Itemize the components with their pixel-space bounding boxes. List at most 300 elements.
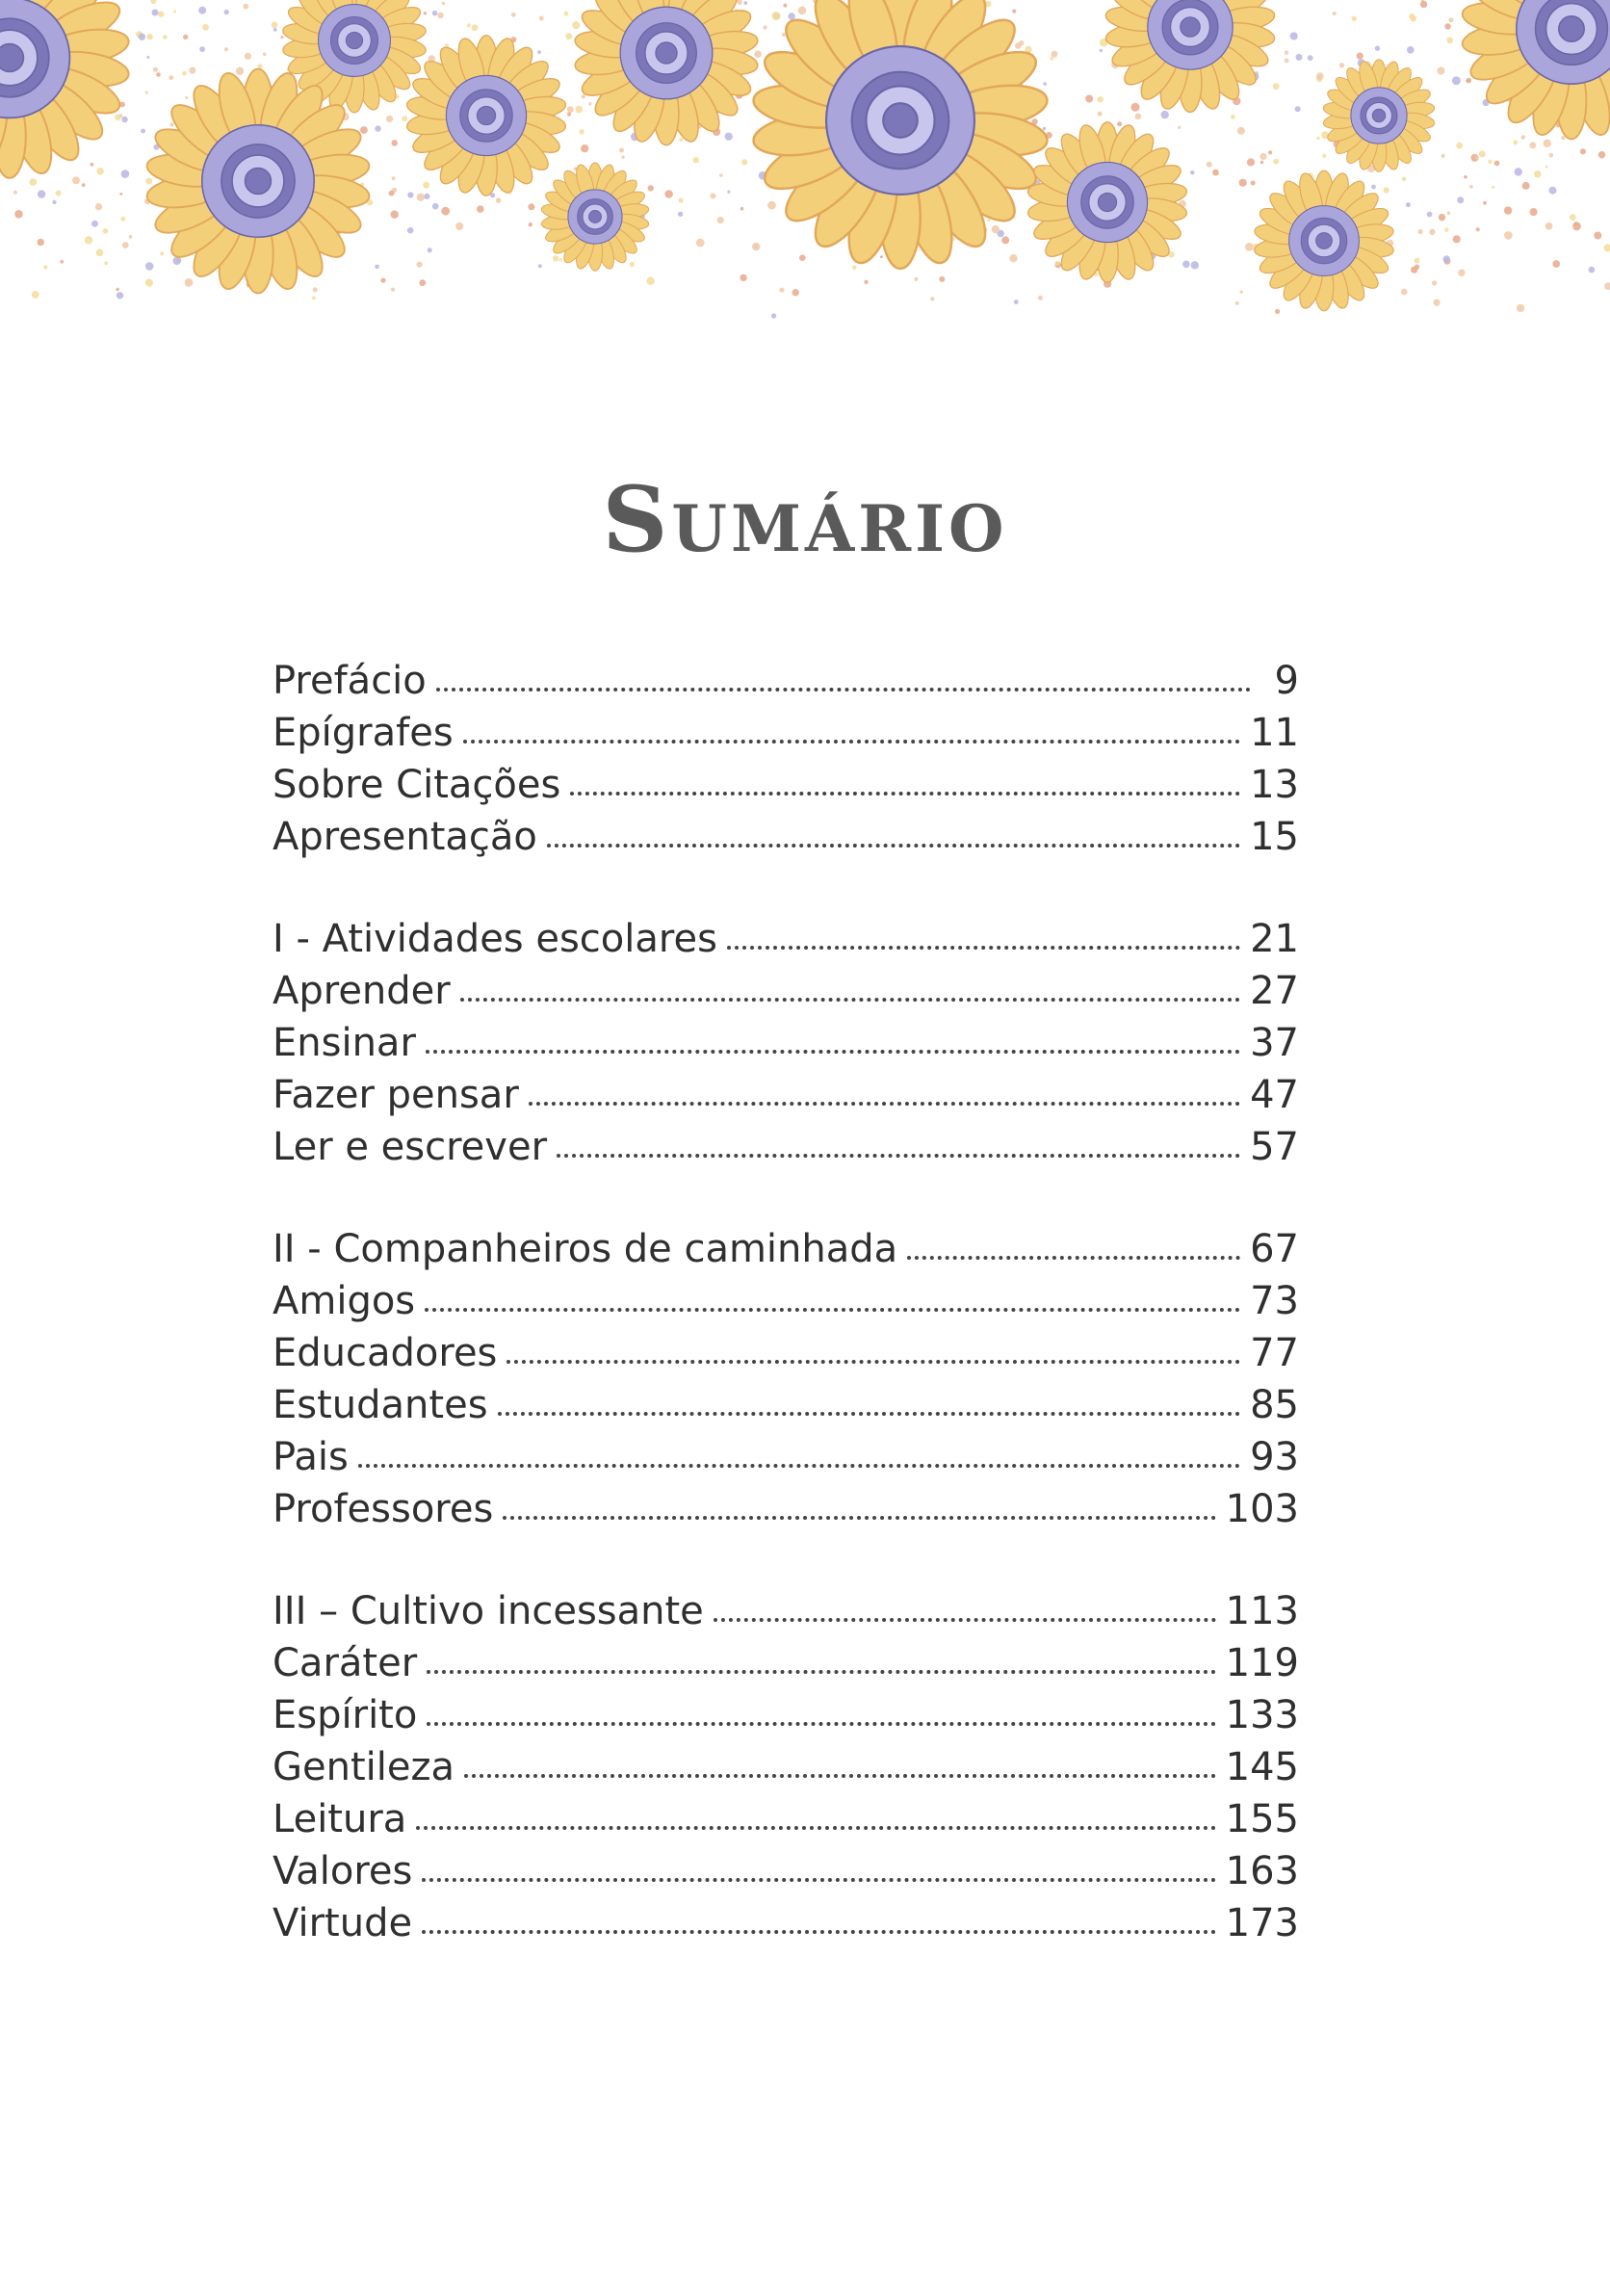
confetti-dot — [91, 221, 98, 227]
confetti-dot — [528, 203, 534, 210]
confetti-dot — [679, 138, 683, 142]
confetti-dot — [1273, 159, 1279, 165]
toc-entry-label: Pais — [273, 1435, 349, 1479]
confetti-dot — [1402, 177, 1407, 182]
confetti-dot — [1322, 154, 1326, 158]
confetti-dot — [56, 191, 62, 196]
confetti-dot — [511, 13, 516, 17]
confetti-dot — [417, 194, 425, 201]
toc-entry-page: 77 — [1250, 1331, 1299, 1375]
confetti-dot — [96, 249, 104, 257]
confetti-dot — [1295, 106, 1301, 112]
confetti-dot — [581, 144, 588, 152]
confetti-dot — [1549, 187, 1557, 195]
toc-entry — [273, 961, 1299, 1013]
confetti-dot — [792, 289, 799, 296]
toc-entry-label: Valores — [273, 1849, 413, 1893]
confetti-dot — [1352, 16, 1357, 21]
toc-entry-page: 11 — [1250, 711, 1299, 755]
toc-leader-dots — [506, 1360, 1240, 1364]
confetti-dot — [1453, 235, 1461, 243]
toc-entry-page: 119 — [1225, 1641, 1299, 1685]
confetti-dot — [1117, 121, 1122, 126]
confetti-dot — [173, 11, 176, 13]
toc-entry-label: Gentileza — [273, 1745, 454, 1789]
confetti-dot — [375, 125, 380, 131]
confetti-dot — [424, 194, 429, 199]
confetti-dot — [646, 277, 654, 285]
confetti-dot — [392, 176, 396, 180]
confetti-dot — [1409, 13, 1415, 19]
sunflower — [751, 0, 1051, 269]
confetti-dot — [121, 170, 130, 178]
confetti-dot — [1479, 150, 1486, 157]
confetti-dot — [717, 217, 724, 223]
confetti-dot — [1446, 38, 1453, 44]
toc-entry-label: Educadores — [273, 1331, 498, 1375]
toc-leader-dots — [422, 1878, 1215, 1882]
sunflower — [0, 0, 131, 178]
toc-leader-dots — [358, 1464, 1240, 1468]
confetti-dot — [141, 129, 145, 134]
toc-entry-label: Espírito — [273, 1693, 418, 1737]
confetti-dot — [1191, 261, 1199, 269]
toc-leader-dots — [425, 1308, 1240, 1312]
confetti-dot — [419, 279, 426, 286]
confetti-dot — [1268, 150, 1272, 154]
confetti-dot — [1488, 160, 1492, 164]
confetti-dot — [767, 201, 776, 210]
toc-entry — [273, 1117, 1299, 1169]
toc-entry-label: Professores — [273, 1487, 494, 1531]
confetti-dot — [1483, 201, 1487, 205]
confetti-dot — [1545, 222, 1553, 230]
toc-leader-dots — [727, 946, 1240, 950]
confetti-dot — [763, 25, 766, 29]
toc-entry — [273, 1685, 1299, 1737]
toc-entry-page: 47 — [1250, 1073, 1299, 1117]
confetti-dot — [679, 197, 684, 202]
toc-entry-label: Leitura — [273, 1797, 407, 1841]
confetti-dot — [1561, 136, 1565, 140]
confetti-dot — [169, 75, 173, 80]
confetti-dot — [245, 53, 251, 60]
confetti-dot — [1598, 151, 1605, 158]
confetti-dot — [183, 35, 188, 39]
toc-leader-dots — [529, 1102, 1240, 1106]
confetti-dot — [95, 203, 102, 210]
confetti-dot — [1545, 166, 1548, 169]
confetti-dot — [939, 276, 945, 282]
confetti-dot — [1475, 156, 1479, 160]
confetti-dot — [619, 148, 624, 153]
confetti-dot — [1466, 79, 1469, 83]
confetti-dot — [158, 12, 164, 17]
toc-entry — [273, 1479, 1299, 1531]
confetti-dot — [1517, 304, 1524, 312]
confetti-dot — [1371, 185, 1376, 190]
confetti-dot — [1549, 153, 1554, 158]
toc-entry-page: 9 — [1274, 659, 1299, 703]
confetti-dot — [120, 217, 125, 222]
sunflower-banner — [0, 0, 1610, 327]
confetti-dot — [391, 140, 398, 146]
confetti-dot — [91, 163, 94, 167]
confetti-dot — [1212, 170, 1219, 176]
toc-entry-page: 155 — [1225, 1797, 1299, 1841]
toc-entry — [273, 1271, 1299, 1323]
confetti-dot — [1457, 196, 1464, 203]
confetti-dot — [1237, 127, 1245, 135]
toc-entry — [273, 755, 1299, 807]
sunflower — [1322, 60, 1436, 171]
confetti-dot — [1401, 289, 1408, 296]
confetti-dot — [52, 200, 56, 204]
confetti-dot — [1339, 63, 1344, 67]
confetti-dot — [391, 288, 395, 292]
confetti-dot — [1098, 96, 1104, 102]
confetti-dot — [1043, 127, 1046, 130]
toc-entry-label: Caráter — [273, 1641, 418, 1685]
confetti-dot — [116, 288, 119, 292]
confetti-dot — [202, 24, 209, 31]
confetti-dot — [565, 33, 572, 39]
toc-entry-label: II - Companheiros de caminhada — [273, 1227, 898, 1271]
confetti-dot — [537, 50, 541, 54]
toc-leader-dots — [714, 1618, 1216, 1622]
confetti-dot — [783, 4, 787, 8]
toc-entry — [273, 1789, 1299, 1841]
confetti-dot — [263, 52, 267, 56]
toc-group — [273, 909, 1299, 1169]
confetti-dot — [182, 71, 187, 76]
confetti-dot — [437, 13, 443, 18]
confetti-dot — [725, 133, 733, 141]
confetti-dot — [1014, 300, 1019, 304]
confetti-dot — [1521, 135, 1526, 140]
confetti-dot — [146, 34, 152, 39]
confetti-dot — [375, 265, 379, 270]
confetti-dot — [1100, 49, 1103, 52]
toc-entry — [273, 1841, 1299, 1893]
confetti-dot — [1050, 57, 1053, 61]
toc-leader-dots — [422, 1930, 1216, 1934]
confetti-dot — [1415, 258, 1420, 264]
toc-entry — [273, 651, 1299, 703]
confetti-dot — [119, 114, 123, 117]
confetti-dot — [1411, 267, 1417, 274]
confetti-dot — [121, 117, 127, 122]
toc-entry-label: Apresentação — [273, 815, 537, 859]
confetti-dot — [621, 156, 624, 159]
toc-entry — [273, 909, 1299, 961]
confetti-dot — [1494, 161, 1500, 167]
toc-entry — [273, 1581, 1299, 1633]
toc-leader-dots — [427, 1670, 1216, 1674]
confetti-dot — [880, 255, 883, 258]
confetti-dot — [455, 222, 463, 230]
confetti-dot — [987, 219, 990, 222]
sunflower — [1104, 0, 1276, 112]
confetti-dot — [740, 207, 744, 211]
toc-leader-dots — [498, 1412, 1241, 1416]
toc-entry-label: Ensinar — [273, 1021, 416, 1065]
confetti-dot — [779, 288, 784, 293]
confetti-dot — [588, 102, 591, 105]
confetti-dot — [32, 291, 39, 299]
confetti-dot — [423, 182, 429, 189]
confetti-dot — [1239, 179, 1247, 187]
confetti-dot — [1085, 95, 1093, 103]
confetti-dot — [236, 67, 244, 75]
confetti-dot — [1604, 282, 1610, 290]
confetti-dot — [743, 1, 747, 5]
toc-leader-dots — [427, 1722, 1215, 1726]
confetti-dot — [1240, 290, 1243, 293]
toc-entry-label: Amigos — [273, 1279, 416, 1323]
confetti-dot — [1515, 168, 1522, 175]
confetti-dot — [96, 168, 104, 175]
toc-entry-page: 27 — [1250, 969, 1299, 1013]
toc-entry-label: Aprender — [273, 969, 451, 1013]
confetti-dot — [273, 28, 277, 32]
confetti-dot — [1161, 111, 1169, 118]
confetti-dot — [1260, 161, 1264, 165]
confetti-dot — [313, 287, 318, 292]
table-of-contents — [273, 651, 1299, 1996]
confetti-dot — [799, 254, 806, 261]
confetti-dot — [1439, 214, 1445, 221]
confetti-dot — [472, 24, 479, 31]
toc-entry-page: 145 — [1225, 1745, 1299, 1789]
confetti-dot — [930, 297, 934, 300]
confetti-dot — [103, 228, 109, 234]
confetti-dot — [129, 235, 133, 239]
confetti-dot — [1316, 72, 1324, 80]
confetti-dot — [407, 227, 414, 234]
confetti-dot — [407, 192, 413, 197]
confetti-dot — [1552, 260, 1560, 268]
confetti-dot — [1427, 212, 1433, 218]
confetti-dot — [1452, 76, 1461, 85]
confetti-dot — [1434, 300, 1441, 306]
confetti-dot — [145, 91, 148, 93]
confetti-dot — [1456, 143, 1463, 149]
confetti-dot — [13, 191, 17, 195]
confetti-dot — [1458, 270, 1465, 276]
confetti-dot — [754, 50, 762, 58]
confetti-dot — [539, 16, 544, 21]
toc-entry-label: Ler e escrever — [273, 1125, 548, 1169]
confetti-dot — [752, 243, 760, 250]
confetti-dot — [104, 261, 108, 265]
confetti-dot — [1444, 228, 1448, 232]
confetti-dot — [648, 185, 654, 191]
confetti-dot — [1407, 46, 1415, 54]
confetti-dot — [1135, 114, 1142, 120]
confetti-dot — [1447, 212, 1451, 216]
confetti-dot — [1182, 261, 1190, 269]
toc-entry — [273, 1065, 1299, 1117]
confetti-dot — [189, 67, 195, 74]
confetti-dot — [1009, 254, 1017, 262]
confetti-dot — [582, 94, 585, 98]
confetti-dot — [145, 279, 153, 287]
confetti-dot — [711, 193, 716, 198]
confetti-dot — [272, 21, 278, 28]
toc-entry-page: 173 — [1225, 1901, 1299, 1945]
toc-entry-page: 85 — [1250, 1383, 1299, 1427]
confetti-dot — [467, 23, 471, 27]
confetti-dot — [163, 35, 168, 39]
toc-entry-page: 103 — [1225, 1487, 1299, 1531]
sunflower — [1026, 122, 1188, 282]
toc-entry-page: 73 — [1250, 1279, 1299, 1323]
confetti-dot — [575, 106, 583, 114]
toc-entry — [273, 1375, 1299, 1427]
confetti-dot — [798, 7, 807, 15]
sunflower — [573, 0, 759, 145]
confetti-dot — [564, 12, 569, 16]
toc-entry — [273, 807, 1299, 859]
toc-entry-page: 21 — [1250, 917, 1299, 961]
toc-entry-label: Estudantes — [273, 1383, 488, 1427]
toc-entry-label: Virtude — [273, 1901, 413, 1945]
confetti-dot — [1052, 51, 1058, 58]
confetti-dot — [788, 13, 794, 19]
confetti-dot — [1178, 126, 1181, 129]
confetti-dot — [198, 7, 206, 14]
confetti-dot — [1247, 158, 1255, 166]
confetti-dot — [117, 292, 123, 299]
confetti-dot — [389, 191, 395, 196]
confetti-dot — [1001, 236, 1009, 244]
confetti-dot — [1251, 181, 1256, 186]
confetti-dot — [496, 197, 502, 203]
confetti-dot — [169, 122, 173, 126]
confetti-dot — [1308, 55, 1313, 61]
confetti-dot — [122, 242, 129, 248]
confetti-dot — [1275, 309, 1280, 314]
sunflower-icon — [0, 0, 1610, 327]
confetti-dot — [432, 203, 439, 210]
confetti-dot — [380, 278, 385, 283]
confetti-dot — [224, 10, 229, 14]
confetti-dot — [1098, 112, 1103, 117]
confetti-dot — [1530, 208, 1538, 216]
confetti-dot — [477, 205, 484, 213]
sunflower — [1461, 0, 1610, 139]
toc-entry-page: 13 — [1250, 763, 1299, 807]
toc-entry-label: Prefácio — [273, 659, 427, 703]
confetti-dot — [280, 36, 283, 39]
toc-entry — [273, 1013, 1299, 1065]
confetti-dot — [442, 2, 445, 5]
confetti-dot — [153, 67, 158, 72]
confetti-dot — [1469, 185, 1473, 189]
confetti-dot — [1444, 23, 1450, 29]
toc-leader-dots — [547, 844, 1240, 848]
confetti-dot — [559, 258, 562, 261]
confetti-dot — [199, 46, 205, 52]
toc-entry — [273, 1633, 1299, 1685]
confetti-dot — [1432, 280, 1437, 285]
confetti-dot — [579, 129, 584, 134]
toc-entry-page: 15 — [1250, 815, 1299, 859]
confetti-dot — [1464, 175, 1467, 179]
confetti-dot — [1406, 202, 1411, 207]
confetti-dot — [538, 264, 542, 268]
confetti-dot — [664, 190, 673, 198]
toc-entry-page: 113 — [1225, 1589, 1299, 1633]
confetti-dot — [1443, 255, 1450, 262]
confetti-dot — [1357, 53, 1363, 60]
confetti-dot — [529, 222, 532, 226]
confetti-dot — [1438, 67, 1445, 75]
confetti-dot — [1529, 142, 1536, 148]
confetti-dot — [1333, 12, 1337, 15]
toc-entry-page: 93 — [1250, 1435, 1299, 1479]
toc-entry — [273, 1893, 1299, 1945]
toc-entry-page: 163 — [1225, 1849, 1299, 1893]
toc-group — [273, 1219, 1299, 1531]
toc-leader-dots — [436, 688, 1251, 691]
toc-entry — [273, 1427, 1299, 1479]
toc-entry — [273, 1737, 1299, 1789]
toc-entry-page: 67 — [1250, 1227, 1299, 1271]
confetti-dot — [727, 191, 730, 194]
confetti-dot — [146, 56, 149, 59]
confetti-dot — [150, 0, 156, 4]
confetti-dot — [160, 251, 164, 255]
toc-leader-dots — [464, 1774, 1216, 1778]
confetti-dot — [1492, 186, 1494, 189]
confetti-dot — [1594, 232, 1601, 240]
confetti-dot — [1574, 222, 1578, 225]
confetti-dot — [1235, 301, 1239, 305]
confetti-dot — [1441, 154, 1445, 158]
confetti-dot — [1259, 153, 1266, 160]
sunflower — [540, 163, 649, 271]
confetti-dot — [852, 265, 857, 270]
confetti-dot — [312, 297, 316, 300]
confetti-dot — [1603, 244, 1610, 251]
toc-entry-page: 57 — [1250, 1125, 1299, 1169]
confetti-dot — [386, 116, 393, 122]
confetti-dot — [391, 211, 399, 219]
confetti-dot — [567, 106, 574, 113]
toc-leader-dots — [426, 1050, 1240, 1054]
confetti-dot — [740, 274, 746, 281]
toc-entry-page: 133 — [1225, 1693, 1299, 1737]
confetti-dot — [1290, 32, 1298, 39]
confetti-dot — [719, 173, 723, 177]
confetti-dot — [152, 10, 159, 16]
confetti-dot — [417, 262, 423, 268]
confetti-dot — [567, 113, 571, 117]
confetti-dot — [1448, 17, 1453, 22]
confetti-dot — [72, 176, 80, 184]
toc-leader-dots — [503, 1516, 1215, 1520]
confetti-dot — [1580, 148, 1586, 154]
toc-leader-dots — [557, 1154, 1240, 1158]
confetti-dot — [441, 207, 450, 216]
toc-leader-dots — [570, 792, 1240, 796]
toc-leader-dots — [460, 998, 1240, 1002]
toc-entry-label: Fazer pensar — [273, 1073, 519, 1117]
confetti-dot — [772, 12, 781, 20]
confetti-dot — [1285, 59, 1289, 64]
